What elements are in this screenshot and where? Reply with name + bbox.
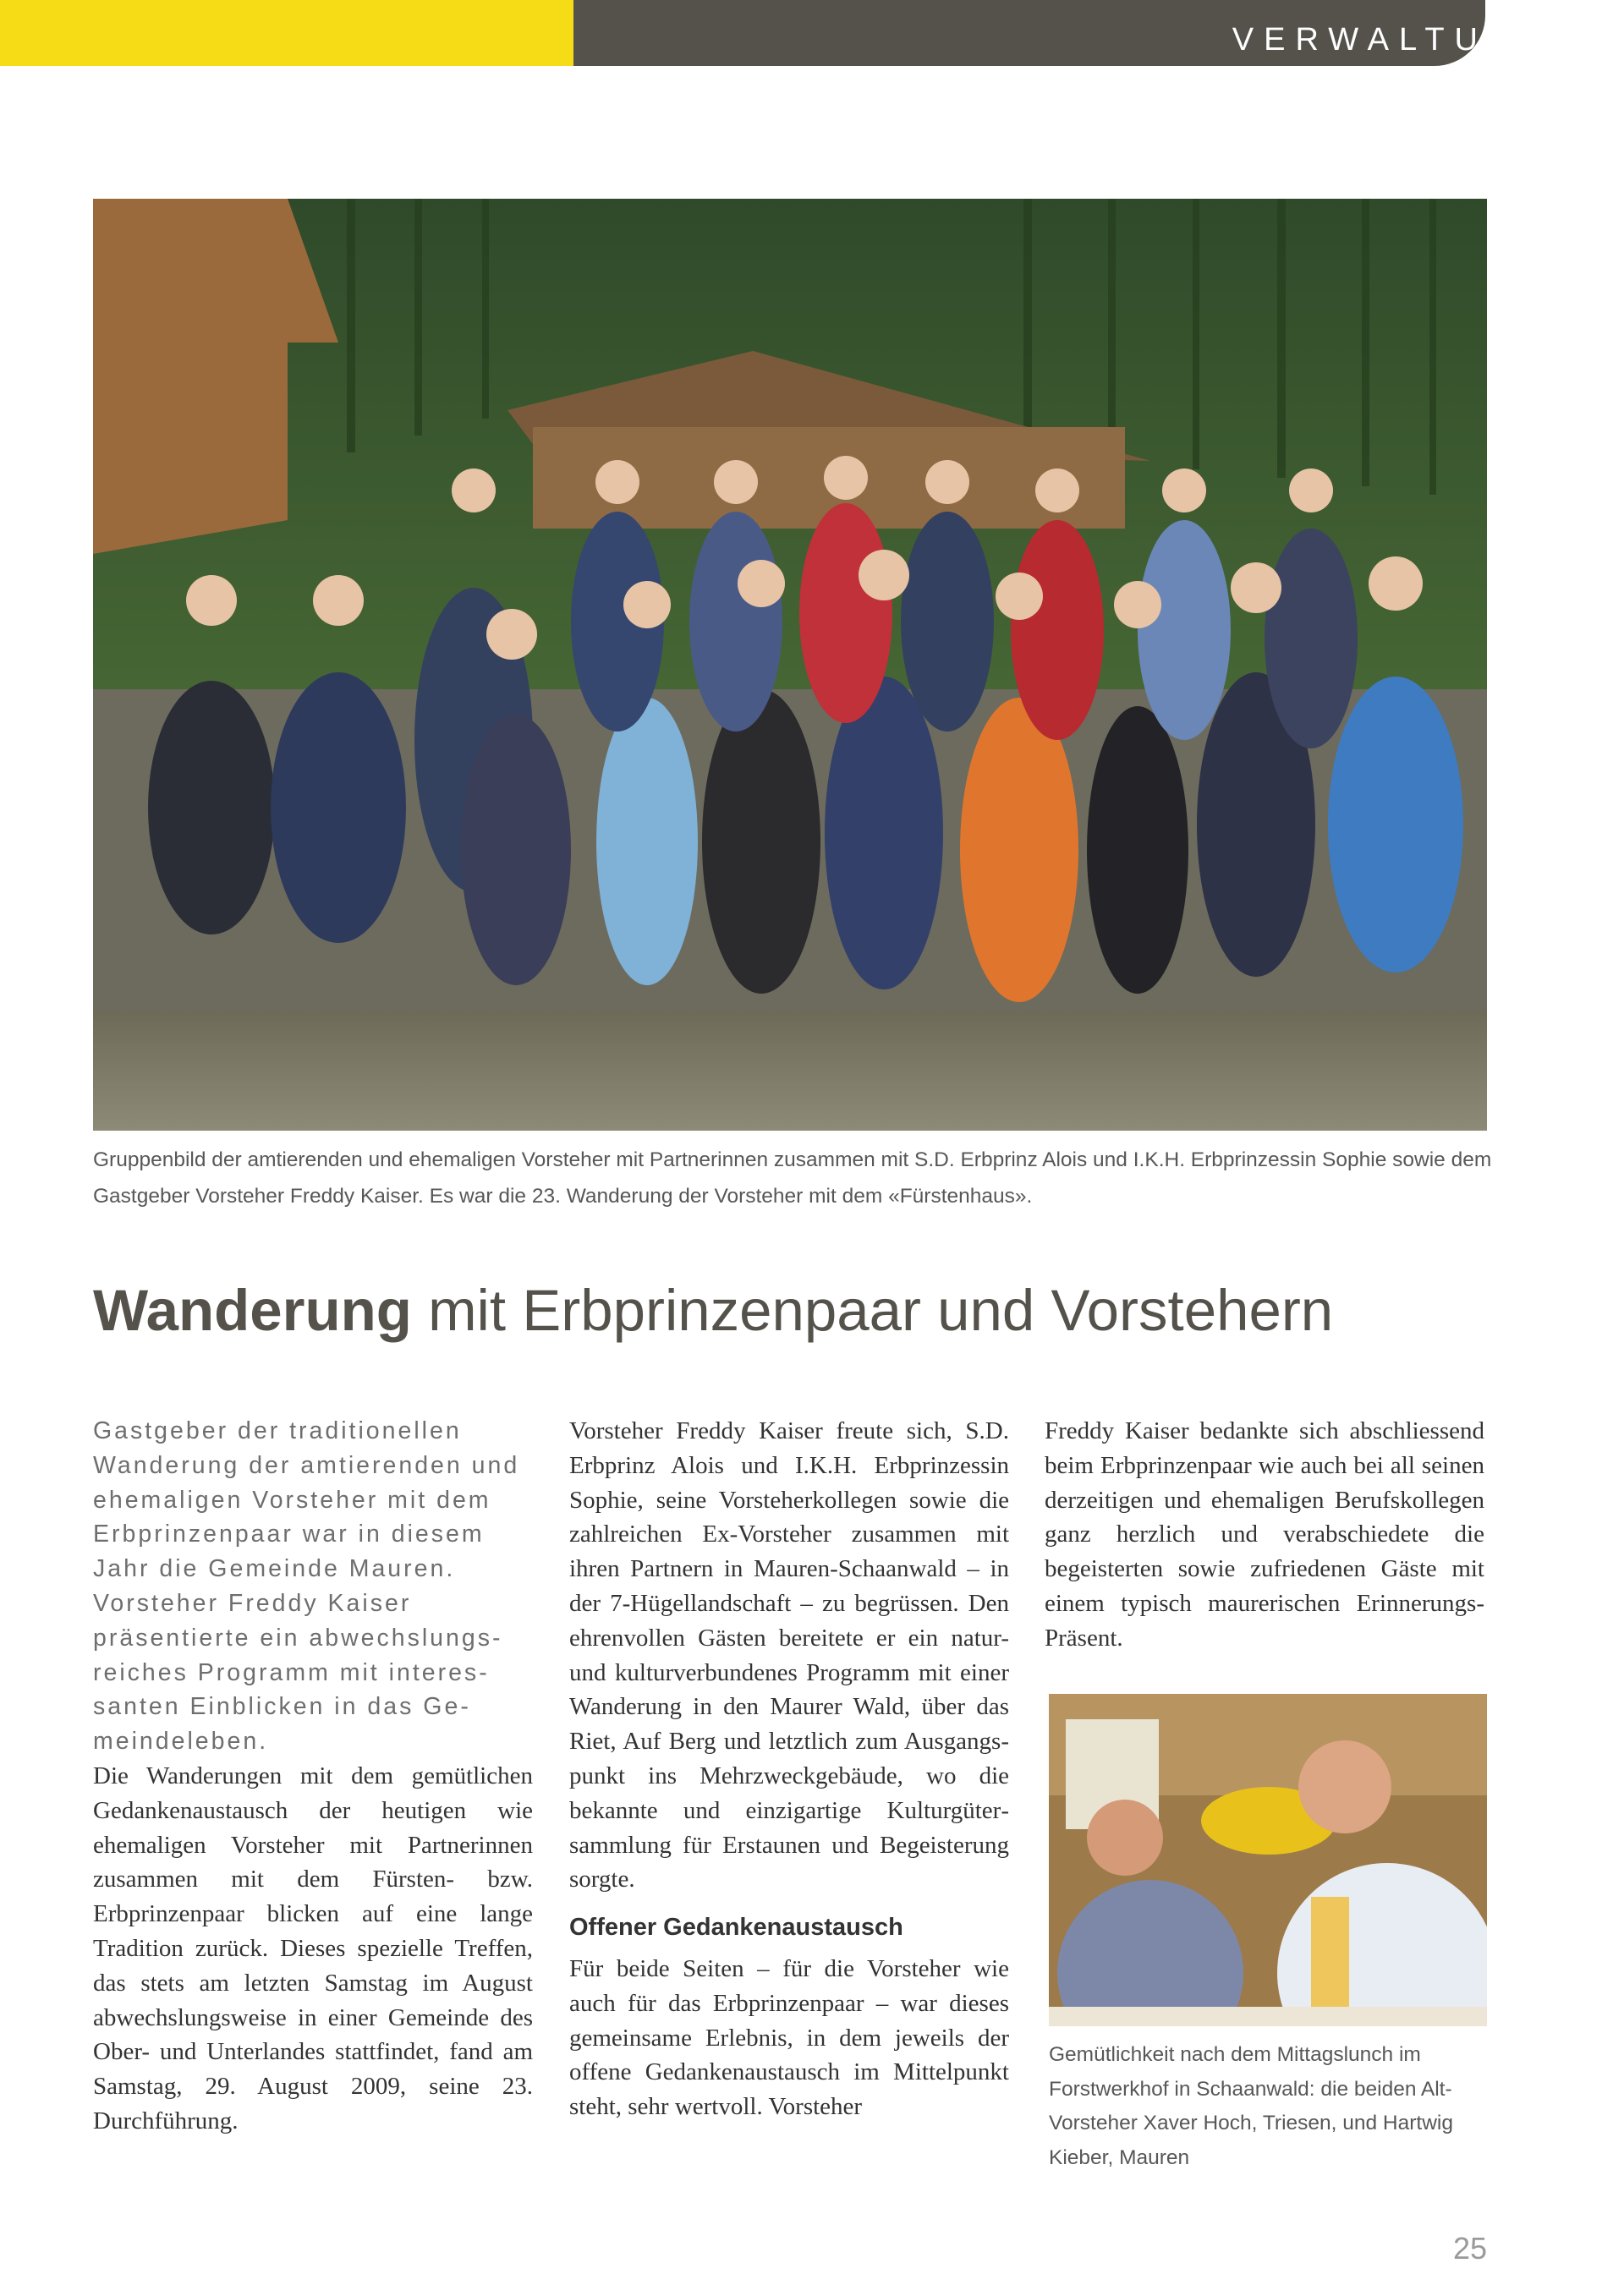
column-3 [1045,1414,1484,1656]
article-title-bold: Wanderung [93,1278,412,1343]
body-paragraph-4: Freddy Kaiser bedankte sich abschliessend beim Erbprinzenpaar wie auch bei all seinen derzeitigen und ehemaligen Berufskollegen ganz herzlich und verabschiedete die begeisterten sowie zufriedenen Gäste mit einem typisch maurerischen Erinnerungs-Präsent. [1045,1417,1484,1652]
subheading: Offener Gedankenaustausch [569,1914,903,1942]
top-bar-accent [0,0,573,66]
top-bar [0,0,1624,66]
page-number: 25 [1452,2231,1487,2266]
body-paragraph-1: Die Wanderungen mit dem gemütlichen Gedankenaustausch der heutigen wie ehemaligen Vorsteher mit Partnerinnen zusammen mit dem Fürsten- bzw. Erbprinzenpaar blicken auf eine lange Tradition zurück. Dieses spezielle Treffen, das stets am letzten Samstag im August abwechslungsweise in einer Gemeinde des Ober- und Unterlandes stattfindet, fand am Samstag, 29. August 2009, seine 23. Durchführung. [93,1762,533,2134]
article-title-rest: mit Erbprinzenpaar und Vorstehern [411,1278,1334,1343]
lunch-photo [1049,1694,1487,2026]
lunch-photo-caption: Gemütlichkeit nach dem Mittagslunch im Forstwerkhof in Schaanwald: die beiden Alt-Vorsteher Xaver Hoch, Triesen, und Hartwig Kieber, Mauren [1049,2043,1453,2169]
column-2 [569,1414,1009,2124]
column-1 [93,1414,533,2139]
group-photo [93,199,1487,1131]
group-photo-caption: Gruppenbild der amtierenden und ehemaligen Vorsteher mit Partnerinnen zusammen mit S.D. Erbprinz Alois und I.K.H. Erbprinzessin Sophie sowie dem Gastgeber Vorsteher Freddy Kaiser. Es war die 23. Wanderung der Vorsteher mit dem «Fürstenhaus». [93,1148,1492,1208]
section-label: VERWALTUNG [1232,22,1556,58]
article-title [93,1277,1531,1344]
body-paragraph-3: Für beide Seiten – für die Vorsteher wie auch für das Erbprinzenpaar – war dieses gemeinsame Erlebnis, in dem jeweils der offene Gedankenaustausch im Mittelpunkt steht, sehr wertvoll. Vorsteher [569,1954,1009,2121]
body-paragraph-2: Vorsteher Freddy Kaiser freute sich, S.D. Erbprinz Alois und I.K.H. Erbprinzessin Sophie, seine Vorsteherkollegen sowie die zahlreichen Ex-Vorsteher zusammen mit ihren Partnern in Mauren-Schaanwald – in der 7-Hügellandschaft – zu begrüssen. Den ehrenvollen Gästen bereitete er ein natur- und kulturverbundenes Programm mit einer Wanderung in den Maurer Wald, über das Riet, Auf Berg und letztlich zum Ausgangspunkt ins Mehrzweckgebäude, wo die bekannte und einzigartige Kulturgütersammlung für Erstaunen und Begeisterung sorgte. [569,1417,1009,1893]
lead-paragraph: Gastgeber der traditionellen Wanderung der amtierenden und ehemaligen Vorsteher mit dem Erbprinzenpaar war in diesem Jahr die Gemeinde Mauren. Vorsteher Freddy Kaiser präsentierte ein abwechslungsreiches Programm mit interessanten Einblicken in das Gemeindeleben. [93,1417,520,1756]
